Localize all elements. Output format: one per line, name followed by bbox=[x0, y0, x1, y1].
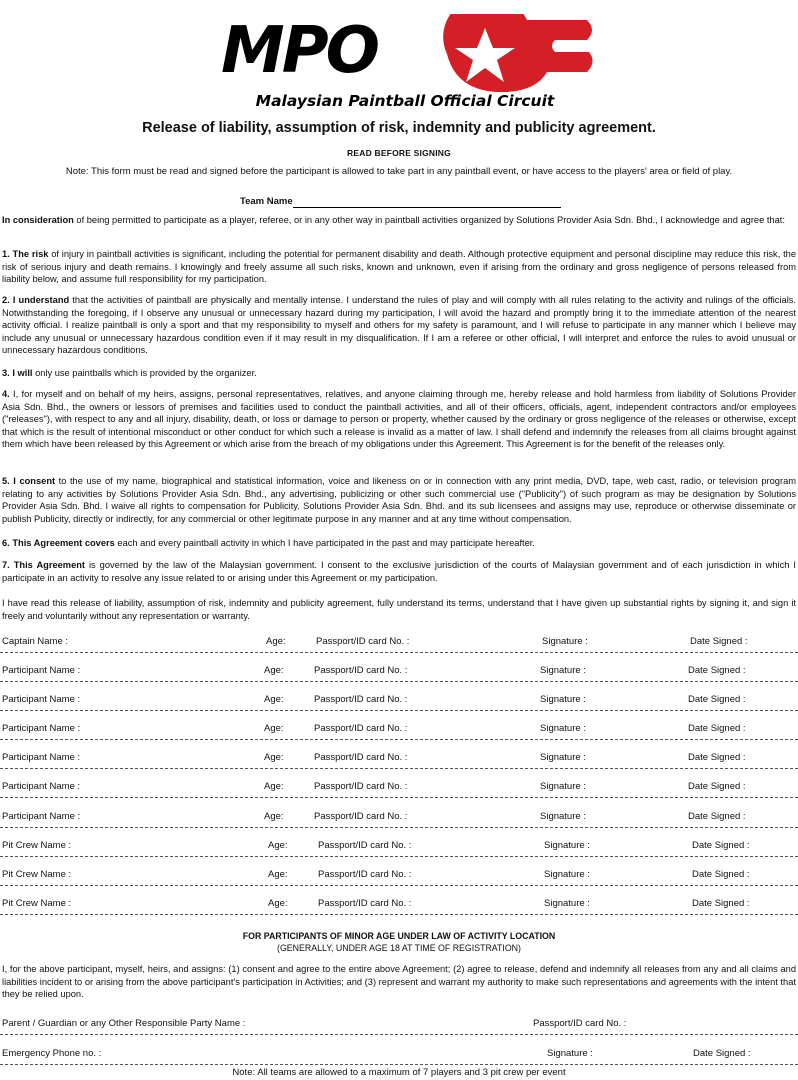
signature-row-participant[interactable] bbox=[0, 720, 798, 740]
guardian-signature-label: Signature : bbox=[547, 1048, 593, 1059]
signature-label: Signature : bbox=[544, 898, 590, 909]
guardian-row[interactable] bbox=[0, 1015, 798, 1035]
clause-lead: 6. This Agreement covers bbox=[2, 538, 115, 548]
declaration-paragraph: I have read this release of liability, assumption of risk, indemnity and publicity agreement, fully understand its terms, understand that I have given up substantial rights by signing it, and sign it freely and voluntarily without any representation or warranty. bbox=[2, 598, 796, 621]
document-title: Release of liability, assumption of risk, indemnity and publicity agreement. bbox=[142, 120, 656, 136]
signature-row-pit-crew[interactable] bbox=[0, 837, 798, 857]
minor-heading: FOR PARTICIPANTS OF MINOR AGE UNDER LAW OF ACTIVITY LOCATION bbox=[242, 931, 556, 941]
dotted-line bbox=[0, 681, 798, 682]
clause-lead: 5. I consent bbox=[2, 476, 56, 486]
emergency-row[interactable] bbox=[0, 1045, 798, 1065]
emergency-phone-label: Emergency Phone no. : bbox=[2, 1048, 102, 1059]
dotted-line bbox=[0, 739, 798, 740]
age-label: Age: bbox=[268, 898, 288, 909]
date-signed-label: Date Signed : bbox=[692, 869, 750, 880]
age-label: Age: bbox=[264, 694, 284, 705]
row-role-label: Participant Name : bbox=[2, 752, 81, 763]
passport-label: Passport/ID card No. : bbox=[318, 840, 412, 851]
row-role-label: Participant Name : bbox=[2, 781, 81, 792]
signature-row-participant[interactable] bbox=[0, 691, 798, 711]
signature-label: Signature : bbox=[540, 694, 586, 705]
passport-label: Passport/ID card No. : bbox=[318, 898, 412, 909]
age-label: Age: bbox=[268, 869, 288, 880]
signature-label: Signature : bbox=[540, 781, 586, 792]
signature-label: Signature : bbox=[540, 665, 586, 676]
clause-4 bbox=[2, 388, 796, 451]
date-signed-label: Date Signed : bbox=[692, 840, 750, 851]
date-signed-label: Date Signed : bbox=[692, 898, 750, 909]
clause-3 bbox=[2, 367, 796, 380]
row-role-label: Pit Crew Name : bbox=[2, 898, 72, 909]
form-note: Note: This form must be read and signed before the participant is allowed to take part in any paintball event, or have access to the players' area or field of play. bbox=[65, 166, 733, 177]
paintball-star-emblem-icon bbox=[437, 14, 597, 94]
guardian-passport-label: Passport/ID card No. : bbox=[533, 1018, 627, 1029]
dotted-line bbox=[0, 827, 798, 828]
passport-label: Passport/ID card No. : bbox=[316, 636, 410, 647]
signature-row-pit-crew[interactable] bbox=[0, 895, 798, 915]
team-limit-note: Note: All teams are allowed to a maximum of 7 players and 3 pit crew per event bbox=[232, 1067, 566, 1078]
minor-paragraph: I, for the above participant, myself, heirs, and assigns: (1) consent and agree to the entire above Agreement; (2) agree to release, defend and indemnify all releases from any and all claims and liabilities incident to or arising from the above participant's participation in Activities; and (3) represent and warrant my authority to make such representations and agreements with the intent that they be relied upon. bbox=[2, 964, 796, 1000]
team-name-label: Team Name bbox=[240, 196, 293, 207]
logo-tagline: Malaysian Paintball Official Circuit bbox=[255, 92, 555, 110]
passport-label: Passport/ID card No. : bbox=[314, 723, 408, 734]
signature-label: Signature : bbox=[540, 811, 586, 822]
signature-label: Signature : bbox=[540, 723, 586, 734]
clause-lead: 2. I understand bbox=[2, 295, 70, 305]
age-label: Age: bbox=[268, 840, 288, 851]
clause-text: that the activities of paintball are physically and mentally intense. I understand the rules of play and will comply with all rules relating to the activity and rulings of the officials. Notwithstanding the foregoing, if I observe any unusual or unnecessary hazard during my participation, I will avoid the hazard and promptly bring it to the immediate attention of the nearest activity official. I realize paintball is only a sport and that my responsibility to myself and others for my safety is paramount, and I will refuse to participate in any manner which I believe may include any unusual or unnecessary hazardous condition even if it may result in my disqualification. If I am a referee or other official, I will interpret and enforce the rules to avoid unusual or unnecessary hazardous conditions. bbox=[2, 295, 796, 356]
passport-label: Passport/ID card No. : bbox=[314, 694, 408, 705]
signature-row-captain[interactable] bbox=[0, 633, 798, 653]
signature-label: Signature : bbox=[542, 636, 588, 647]
signature-row-pit-crew[interactable] bbox=[0, 866, 798, 886]
clause-1 bbox=[2, 248, 796, 286]
clause-text: each and every paintball activity in which I have participated in the past and may participate hereafter. bbox=[114, 538, 535, 548]
signature-row-participant[interactable] bbox=[0, 778, 798, 798]
intro-text: of being permitted to participate as a player, referee, or in any other way in paintball activities organized by Solutions Provider Asia Sdn. Bhd., I acknowledge and agree that: bbox=[73, 215, 785, 225]
clause-lead: 1. The risk bbox=[2, 249, 49, 259]
row-role-label: Participant Name : bbox=[2, 811, 81, 822]
clause-lead: 3. I will bbox=[2, 368, 33, 378]
date-signed-label: Date Signed : bbox=[688, 781, 746, 792]
signature-label: Signature : bbox=[544, 869, 590, 880]
dotted-line bbox=[0, 885, 798, 886]
minor-subheading: (GENERALLY, UNDER AGE 18 AT TIME OF REGISTRATION) bbox=[277, 943, 521, 953]
date-signed-label: Date Signed : bbox=[688, 752, 746, 763]
mpo-logo bbox=[215, 14, 595, 114]
passport-label: Passport/ID card No. : bbox=[314, 752, 408, 763]
guardian-date-signed-label: Date Signed : bbox=[693, 1048, 751, 1059]
dotted-line bbox=[0, 652, 798, 653]
date-signed-label: Date Signed : bbox=[688, 665, 746, 676]
row-role-label: Participant Name : bbox=[2, 694, 81, 705]
clause-text: to the use of my name, biographical and statistical information, voice and likeness on or in connection with any print media, DVD, tape, web cast, radio, or television program relating to any activities by Solutions Provider Asia Sdn. Bhd., any advertising, publicizing or other such commercial use ("Publicity") of such program as may be designation by Solutions Provider Asia Sdn. Bhd. I waive all rights to compensation for Publicity. Solutions Provider Asia Sdn. Bhd. and its sub licensees and assigns may use, reproduce or otherwise disseminate or publish Publicity, directly or indirectly, for any commercial or other legitimate purpose in any manner and at any time without compensation. bbox=[2, 476, 796, 524]
read-before-signing: READ BEFORE SIGNING bbox=[347, 148, 451, 158]
dotted-line bbox=[0, 797, 798, 798]
clause-5 bbox=[2, 475, 796, 528]
passport-label: Passport/ID card No. : bbox=[314, 811, 408, 822]
intro-paragraph bbox=[2, 214, 796, 227]
intro-lead: In consideration bbox=[2, 215, 74, 225]
dotted-line bbox=[0, 768, 798, 769]
clause-lead: 7. This Agreement bbox=[2, 560, 86, 570]
age-label: Age: bbox=[264, 781, 284, 792]
dotted-line bbox=[0, 1064, 798, 1065]
date-signed-label: Date Signed : bbox=[688, 811, 746, 822]
row-role-label: Participant Name : bbox=[2, 665, 81, 676]
clause-text: of injury in paintball activities is significant, including the potential for permanent disability and death. Although protective equipment and personal discipline may reduce this risk, the risk of serious injury and death remains. I knowingly and freely assume all such risks, known and unknown, even if arising from the ordinary and gross negligence of persons released from liability below, and assume full responsibility for my participation. bbox=[2, 249, 796, 285]
dotted-line bbox=[0, 710, 798, 711]
age-label: Age: bbox=[264, 811, 284, 822]
age-label: Age: bbox=[266, 636, 286, 647]
signature-row-participant[interactable] bbox=[0, 749, 798, 769]
clause-2 bbox=[2, 294, 796, 357]
signature-row-participant[interactable] bbox=[0, 662, 798, 682]
passport-label: Passport/ID card No. : bbox=[318, 869, 412, 880]
clause-text: I, for myself and on behalf of my heirs, assigns, personal representatives, relatives, and anyone claiming through me, hereby release and hold harmless from liability of Solutions Provider Asia Sdn. Bhd., the owners or lessors of premises and facilities used to conduct the paintball activities, and all of their officers, officials, agent, independent contractors and/or employees ("releases"), with respect to any and all injury, disability, death, or loss or damage to person or property, whether caused by the ordinary or gross negligence of the releases or otherwise, except that which is the result of intentional misconduct or other conduct for which such a release is invalid as a matter of law. I shall defend and indemnify the releases from all claims brought against them which have been released by this Agreement or which arise from the breach of my obligations under this Agreement. This Agreement is for the benefit of the releases only. bbox=[2, 389, 796, 450]
row-role-label: Participant Name : bbox=[2, 723, 81, 734]
dotted-line bbox=[0, 1034, 798, 1035]
date-signed-label: Date Signed : bbox=[690, 636, 748, 647]
passport-label: Passport/ID card No. : bbox=[314, 665, 408, 676]
date-signed-label: Date Signed : bbox=[688, 723, 746, 734]
row-role-label: Pit Crew Name : bbox=[2, 869, 72, 880]
clause-text: only use paintballs which is provided by the organizer. bbox=[32, 368, 257, 378]
row-role-label: Pit Crew Name : bbox=[2, 840, 72, 851]
clause-6 bbox=[2, 537, 796, 550]
date-signed-label: Date Signed : bbox=[688, 694, 746, 705]
signature-label: Signature : bbox=[544, 840, 590, 851]
age-label: Age: bbox=[264, 665, 284, 676]
clause-text: is governed by the law of the Malaysian government. I consent to the exclusive jurisdiction of the courts of Malaysian government and of each jurisdiction in which I participate in an activity to resolve any issue related to or arising under this Agreement or my participation. bbox=[2, 560, 796, 583]
guardian-name-label: Parent / Guardian or any Other Responsible Party Name : bbox=[2, 1018, 246, 1029]
team-name-field[interactable] bbox=[293, 207, 561, 208]
dotted-line bbox=[0, 914, 798, 915]
row-role-label: Captain Name : bbox=[2, 636, 69, 647]
logo-brand-text: MPO bbox=[221, 14, 377, 88]
dotted-line bbox=[0, 856, 798, 857]
age-label: Age: bbox=[264, 723, 284, 734]
passport-label: Passport/ID card No. : bbox=[314, 781, 408, 792]
signature-row-participant[interactable] bbox=[0, 808, 798, 828]
age-label: Age: bbox=[264, 752, 284, 763]
clause-7 bbox=[2, 559, 796, 584]
clause-lead: 4. bbox=[2, 389, 10, 399]
signature-label: Signature : bbox=[540, 752, 586, 763]
